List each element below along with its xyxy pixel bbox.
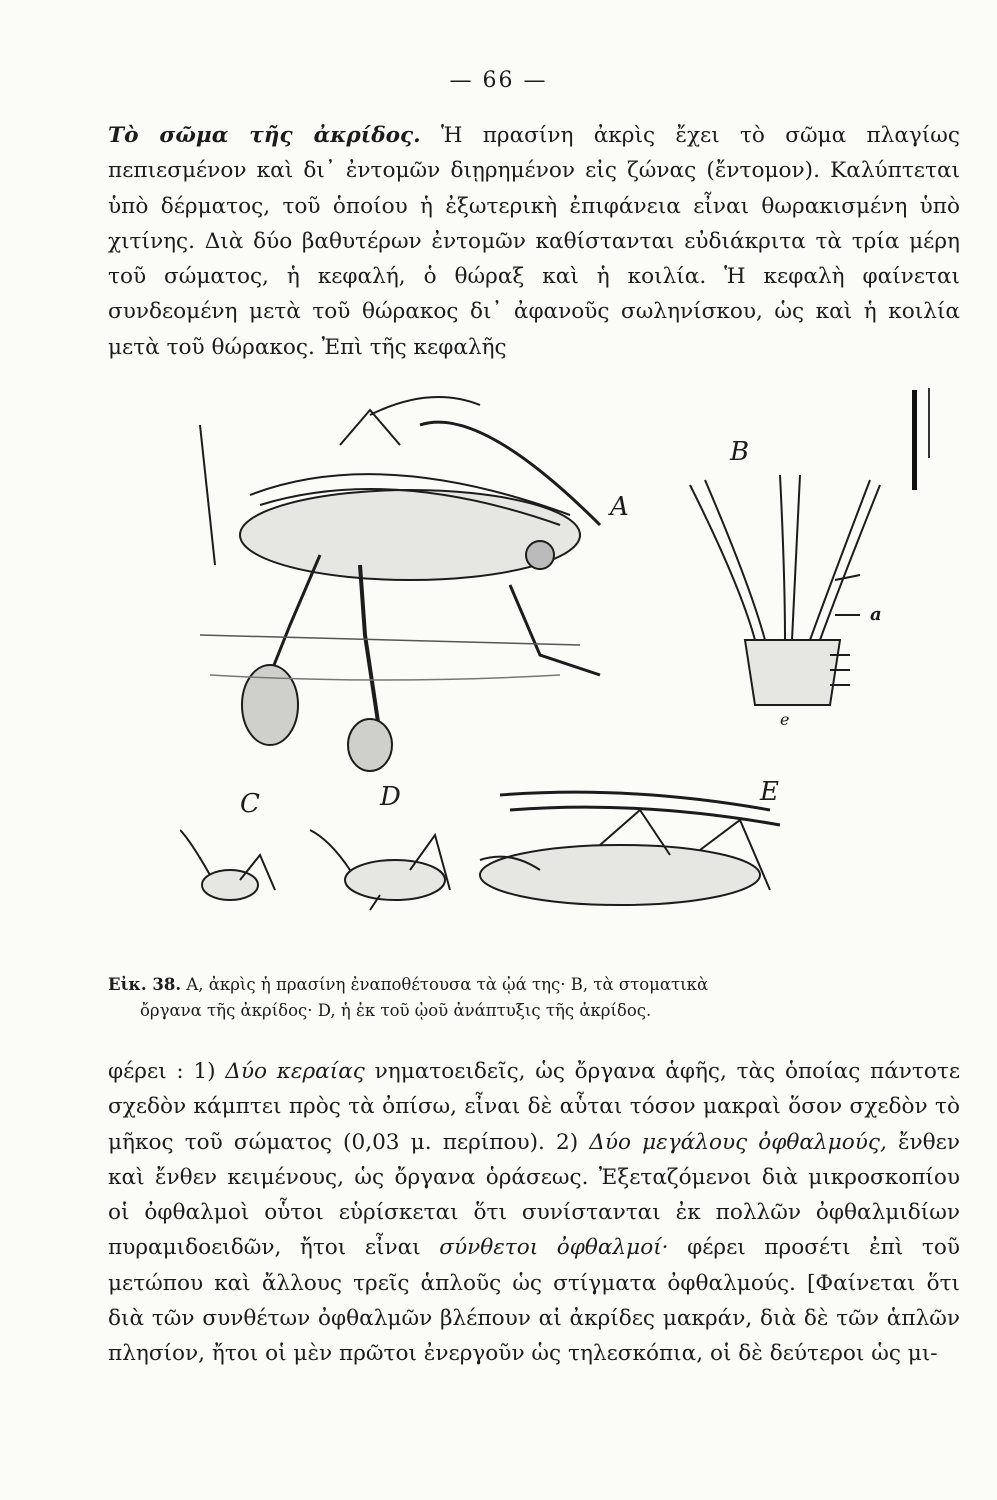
- panel-c-nymph: [180, 830, 275, 900]
- label-e-upper: E: [760, 780, 779, 807]
- text-part-4: φέρει προσέτι ἐπὶ τοῦ μετώπου καὶ ἄλλους τρεῖς ἁπλοῦς ὡς στίγματα ὀφθαλμούς. [Φαίνεται ὅτι διὰ τῶν συνθέτων ὀφθαλμῶν βλέπουν αἱ ἀκρίδες μακράν, διὰ δὲ τῶν ἁπλῶν πλησίον, ἤτοι οἱ μὲν πρῶτοι ἐνεργοῦν ὡς τηλεσκόπια, οἱ δὲ δεύτεροι ὡς μι-: [108, 1235, 960, 1367]
- text-part-2: νηματοειδεῖς, ὡς ὄργανα ἁφῆς, τὰς ὁποίας πάντοτε σχεδὸν κάμπτει πρὸς τὰ ὀπίσω, εἶναι δὲ αὗται τόσον μακραὶ ὅσον σχεδὸν τὸ μῆκος τοῦ σώματος (0,03 μ. περίπου). 2): [108, 1059, 961, 1155]
- paragraph-text: Ἡ πρασίνη ἀκρὶς ἔχει τὸ σῶμα πλαγίως πεπιεσμένον καὶ δι᾽ ἐντομῶν διῃρημένον εἰς ζώνας (ἔντομον). Καλύπτεται ὑπὸ δέρματος, τοῦ ὁποίου ἡ ἐξωτερικὴ ἐπιφάνεια εἶναι θωρακισμένη ὑπὸ χιτίνης. Διὰ δύο βαθυτέρων ἐντομῶν καθίστανται εὐδιάκριτα τὰ τρία μέρη τοῦ σώματος, ἡ κεφαλή, ὁ θώραξ καὶ ἡ κοιλία. Ἡ κεφαλὴ φαίνεται συνδεομένη μετὰ τοῦ θώρακος δι᾽ ἀφανοῦς σωληνίσκου, ὡς καὶ ἡ κοιλία μετὰ τοῦ θώρακος. Ἐπὶ τῆς κεφαλῆς: [108, 123, 961, 360]
- page-number: — 66 —: [449, 68, 548, 93]
- caption-figure-id: Εἰκ. 38.: [108, 975, 182, 994]
- label-e: e: [780, 710, 790, 729]
- illustration-svg: [180, 385, 970, 785]
- caption-line-2: ὄργανα τῆς ἀκρίδος· D, ἡ ἐκ τοῦ ᾠοῦ ἀνάπτυξις τῆς ἀκρίδος.: [140, 1001, 652, 1020]
- panel-d-nymph: [310, 830, 450, 910]
- section-heading: Τὸ σῶμα τῆς ἀκρίδος.: [108, 123, 421, 148]
- term-large-eyes: Δύο μεγάλους ὀφθαλμούς,: [589, 1129, 887, 1155]
- label-a-small: a: [870, 604, 882, 625]
- panel-b-mouthparts: [690, 475, 880, 705]
- text-part-1: φέρει : 1): [108, 1059, 226, 1084]
- text-part-3: ἔνθεν καὶ ἔνθεν κειμένους, ὡς ὄργανα ὁράσεως. Ἐξεταζόμενοι διὰ μικροσκοπίου οἱ ὀφθαλμοὶ οὗτοι εὑρίσκεται ὅτι συνίστανται ἐκ πολλῶν ὀφθαλμιδίων πυραμιδοειδῶν, ἤτοι εἶναι: [108, 1129, 960, 1261]
- figure-development-stages: [180, 780, 970, 930]
- caption-line-1: A, ἀκρὶς ἡ πρασίνη ἐναποθέτουσα τὰ ᾠά της· B, τὰ στοματικὰ: [181, 975, 709, 994]
- label-c: C: [240, 789, 260, 819]
- paragraph-body-structure: [108, 118, 960, 365]
- panel-a-grasshopper: [200, 397, 600, 771]
- label-d: D: [380, 782, 401, 812]
- term-compound-eyes: σύνθετοι ὀφθαλμοί·: [439, 1235, 669, 1261]
- label-a: A: [610, 492, 629, 522]
- term-antennae: Δύο κεραίας: [225, 1059, 365, 1084]
- figure-caption: [108, 972, 960, 1024]
- panel-e-adult: [480, 792, 780, 905]
- stages-svg: [180, 780, 970, 930]
- label-b: B: [730, 437, 750, 467]
- figure-grasshopper-illustration: [180, 385, 970, 785]
- paragraph-head-organs: [108, 1054, 960, 1372]
